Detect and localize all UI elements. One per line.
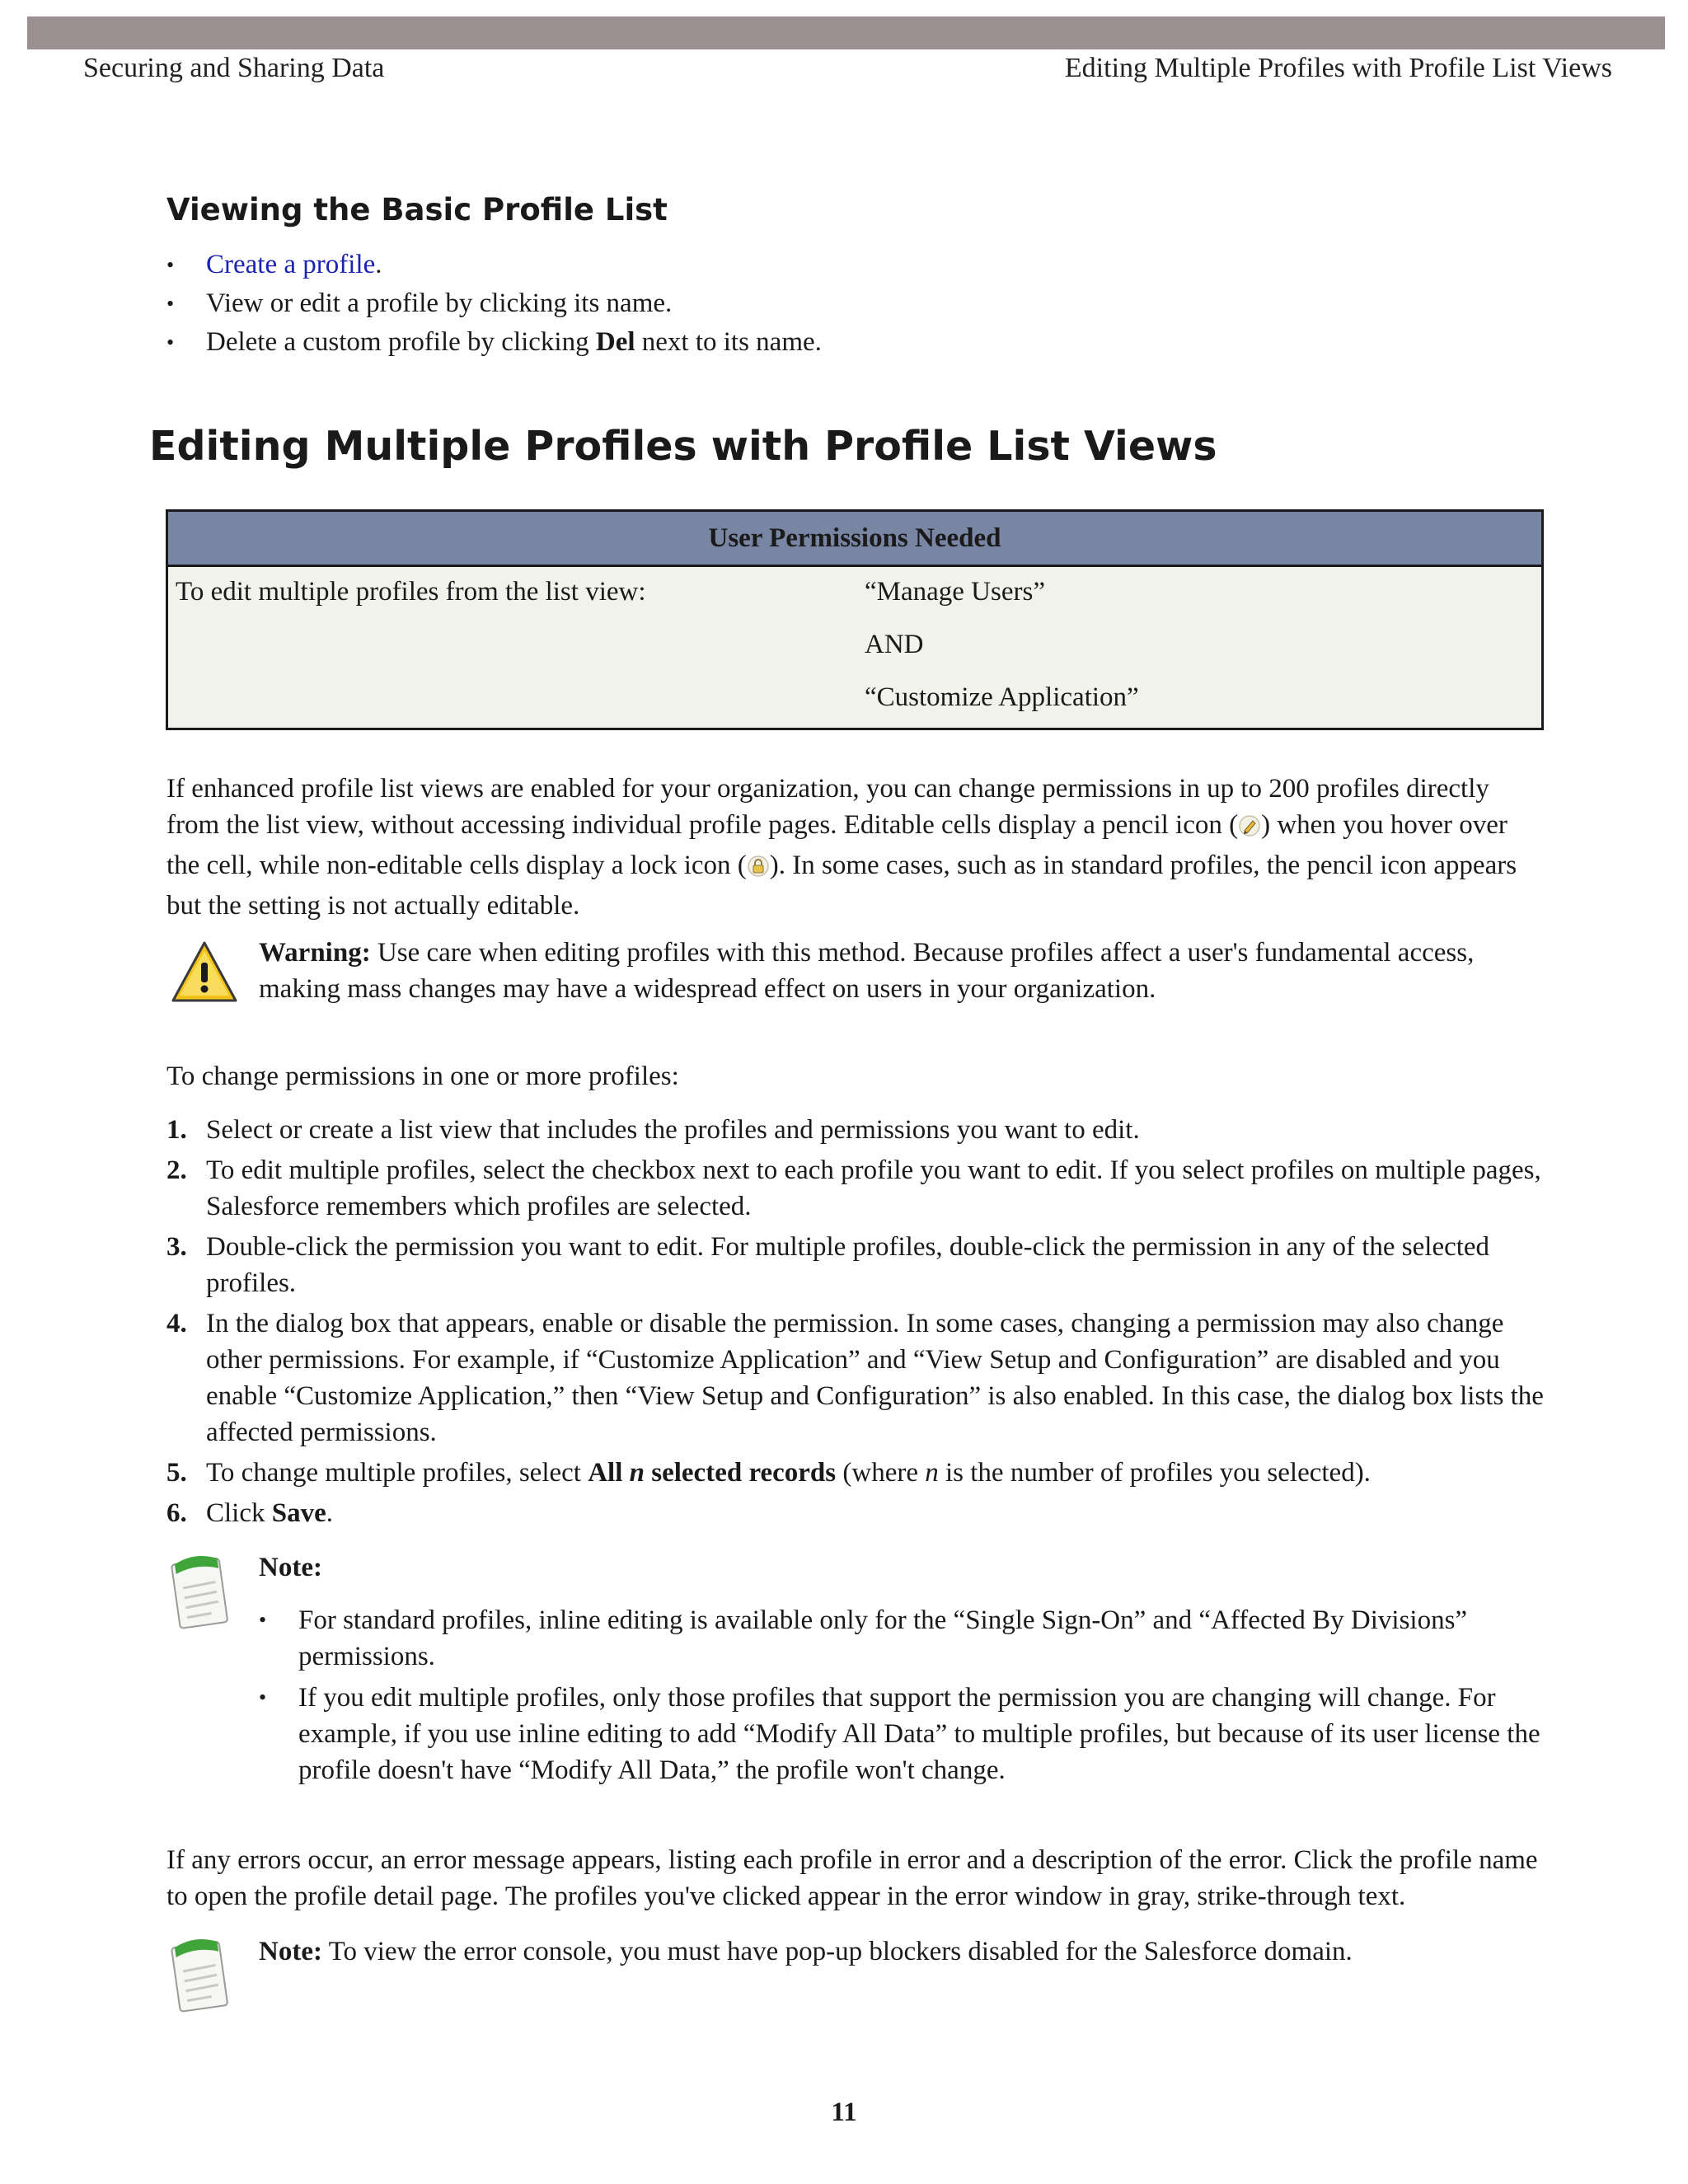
- pencil-icon: [1238, 811, 1261, 847]
- permission-value: “Manage Users”: [865, 577, 1045, 607]
- permission-value: AND: [865, 630, 924, 659]
- note-bullets: [259, 1602, 1545, 1793]
- list-item-text: .: [375, 250, 382, 279]
- list-item-text: Delete a custom profile by clicking: [206, 327, 596, 357]
- permissions-task: To edit multiple profiles from the list view:: [176, 577, 646, 607]
- step-text: Double-click the permission you want to edit. For multiple profiles, double-click the permission in any of the selected profiles.: [206, 1232, 1490, 1298]
- intro-text: If enhanced profile list views are enabled for your organization, you can change permissions in up to 200 profiles directly from the list view, without accessing individual profile pages. Editable cells display a pencil icon (: [166, 774, 1489, 840]
- step-text: Click: [206, 1498, 272, 1528]
- page-title: Editing Multiple Profiles with Profile List Views: [149, 423, 1217, 470]
- top-bar: [27, 16, 1665, 49]
- step-text: To change multiple profiles, select: [206, 1458, 588, 1488]
- basic-profile-bullets: [166, 246, 1543, 362]
- step-text: .: [326, 1498, 333, 1528]
- list-item-text: next to its name.: [635, 327, 822, 357]
- save-label: Save: [271, 1498, 326, 1528]
- intro-text: ). In some cases, such as in standard profiles, the pencil icon appears but the setting is not actually editable.: [166, 851, 1517, 921]
- step-text: Select or create a list view that includes the profiles and permissions you want to edit.: [206, 1115, 1140, 1145]
- list-item: 5. To change multiple profiles, select All n selected records (where n is the number of profiles you selected).: [166, 1458, 1371, 1488]
- step-text: To edit multiple profiles, select the checkbox next to each profile you want to edit. If you select profiles on multiple pages, Salesforce remembers which profiles are selected.: [206, 1155, 1541, 1221]
- list-item: 4. In the dialog box that appears, enable or disable the permission. In some cases, changing a permission may also change other permissions. For example, if “Customize Application” and “View Setup and Configuration” are disabled and you enable “Customize Application,” then “View Setup and Configuration” is also enabled. In this case, the dialog box lists the affected permissions.: [166, 1309, 1544, 1447]
- list-item: • If you edit multiple profiles, only those profiles that support the permission you are changing will change. For example, if you use inline editing to add “Modify All Data” to multiple profiles, but because of its user license the profile doesn't have “Modify All Data,” the profile won't change.: [259, 1680, 1545, 1788]
- step-bold-italic: n: [629, 1458, 645, 1488]
- list-item: [166, 246, 1543, 284]
- running-header-right: Editing Multiple Profiles with Profile List Views: [1064, 53, 1612, 83]
- steps-intro: To change permissions in one or more profiles:: [166, 1062, 679, 1091]
- intro-paragraph: [166, 771, 1543, 924]
- step-text: In the dialog box that appears, enable or disable the permission. In some cases, changing a permission may also change other permissions. For example, if “Customize Application” and “View Setup and Configuration” are disabled and you enable “Customize Application,” then “View Setup and Configuration” is also enabled. In this case, the dialog box lists the affected permissions.: [206, 1309, 1544, 1447]
- lock-icon: [747, 851, 770, 888]
- list-item: • For standard profiles, inline editing is available only for the “Single Sign-On” and “Affected By Divisions” permissions.: [259, 1602, 1545, 1675]
- page-number: 11: [831, 2097, 857, 2127]
- section-heading-basic-profile-list: Viewing the Basic Profile List: [166, 192, 668, 227]
- note-icon: [167, 1549, 235, 1639]
- permission-value: “Customize Application”: [865, 682, 1139, 712]
- list-item: • View or edit a profile by clicking its name.: [166, 284, 1543, 323]
- permissions-table: [166, 509, 1544, 730]
- step-text: (where: [836, 1458, 926, 1488]
- warning-text: Use care when editing profiles with this method. Because profiles affect a user's fundamental access, making mass changes may have a widespread effect on users in your organization.: [259, 938, 1475, 1004]
- step-italic: n: [925, 1458, 939, 1488]
- warning-label: Warning:: [259, 938, 371, 968]
- list-item: [166, 323, 1543, 362]
- warning-callout: [259, 935, 1545, 1007]
- list-item: 1. Select or create a list view that includes the profiles and permissions you want to edit.: [166, 1115, 1140, 1145]
- intro-text: ) when you hover over the cell, while non-editable cells display a lock icon (: [166, 810, 1507, 880]
- errors-paragraph: If any errors occur, an error message appears, listing each profile in error and a description of the error. Click the profile name to open the profile detail page. The profiles you've clicked appear in the error window in gray, strike-through text.: [166, 1845, 1538, 1911]
- steps-list: [166, 1112, 1545, 1535]
- note-label: Note:: [259, 1937, 322, 1966]
- list-item: 3. Double-click the permission you want to edit. For multiple profiles, double-click the permission in any of the selected profiles.: [166, 1232, 1490, 1298]
- create-profile-link[interactable]: Create a profile: [206, 250, 376, 279]
- running-header-left: Securing and Sharing Data: [83, 53, 385, 83]
- note-label: Note:: [259, 1553, 322, 1582]
- step-bold: selected records: [645, 1458, 837, 1488]
- list-item: 2. To edit multiple profiles, select the checkbox next to each profile you want to edit. If you select profiles on multiple pages, Salesforce remembers which profiles are selected.: [166, 1155, 1541, 1221]
- permissions-values: [865, 565, 1139, 724]
- note-text: To view the error console, you must have pop-up blockers disabled for the Salesforce domain.: [321, 1937, 1353, 1966]
- step-bold: All: [588, 1458, 630, 1488]
- permissions-table-header: User Permissions Needed: [168, 512, 1541, 567]
- note-callout: [259, 1933, 1545, 1970]
- note-icon: [167, 1933, 235, 2022]
- step-text: is the number of profiles you selected).: [938, 1458, 1371, 1488]
- warning-icon: [168, 940, 237, 1010]
- list-item: 6. Click Save.: [166, 1498, 333, 1528]
- del-label: Del: [595, 327, 635, 357]
